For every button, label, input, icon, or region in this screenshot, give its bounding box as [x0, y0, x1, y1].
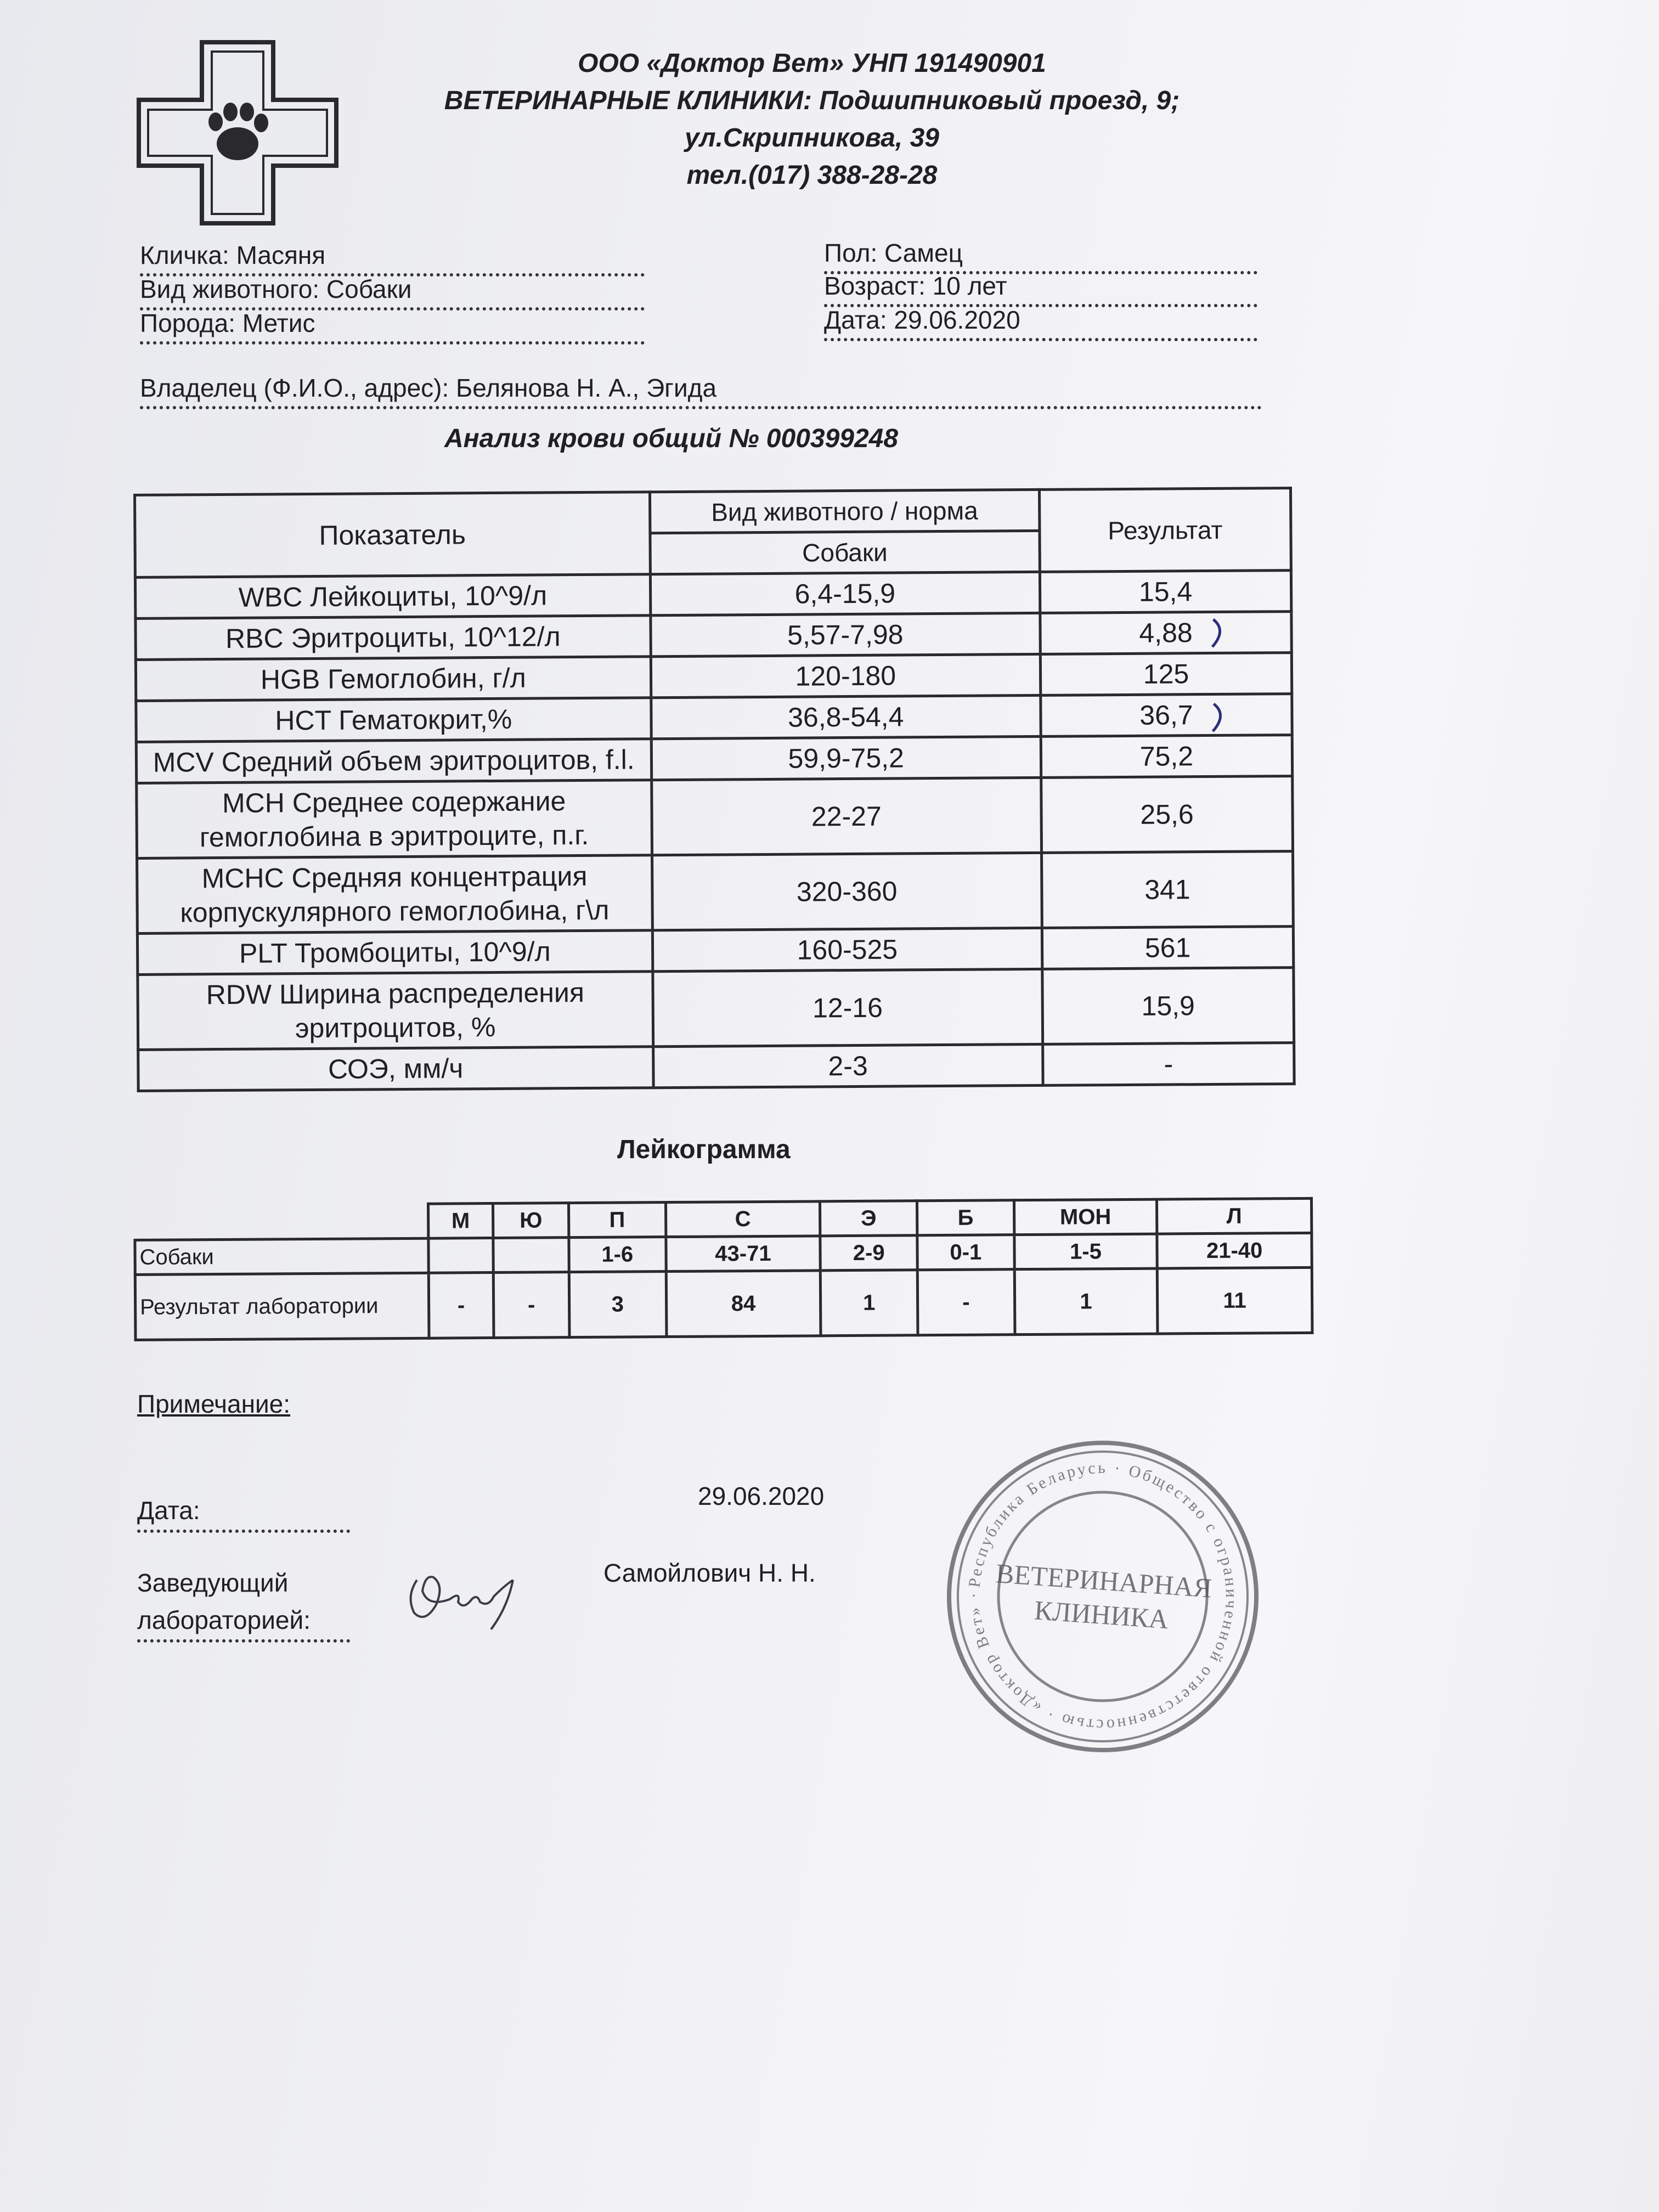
- street-line: ул.Скрипникова, 39: [685, 123, 939, 153]
- result-cell: 75,2: [1041, 735, 1292, 778]
- leukogram-col: П: [568, 1203, 665, 1238]
- table-row: [137, 927, 1293, 975]
- date-label: Дата:: [137, 1496, 350, 1533]
- result-cell: -: [494, 1272, 569, 1338]
- result-cell: -: [1043, 1043, 1294, 1086]
- norm-cell: 320-360: [652, 853, 1042, 930]
- date-value: 29.06.2020: [698, 1482, 825, 1510]
- leukogram-col: С: [665, 1201, 820, 1237]
- table-row: [137, 851, 1294, 934]
- leukogram-col: МОН: [1014, 1199, 1157, 1235]
- indicator-cell: HGB Гемоглобин, г/л: [136, 657, 651, 701]
- norm-cell: 1-5: [1014, 1234, 1158, 1269]
- table-row: [136, 694, 1292, 742]
- leukogram-col: М: [428, 1203, 493, 1238]
- indicator-cell: RBC Эритроциты, 10^12/л: [136, 616, 651, 660]
- table-header-row: [135, 488, 1291, 537]
- species-header: Собаки: [650, 531, 1040, 574]
- norm-cell: 5,57-7,98: [650, 613, 1040, 656]
- norm-cell: 59,9-75,2: [651, 736, 1041, 780]
- leukogram-col: Э: [820, 1201, 917, 1236]
- norm-cell: 2-9: [820, 1235, 917, 1271]
- empty-cell: [135, 1204, 428, 1240]
- pet-name-field: Кличка: Масяня: [140, 240, 645, 276]
- table-row: [136, 612, 1291, 660]
- result-cell: 15,9: [1042, 968, 1294, 1045]
- result-value: 36,7: [1139, 699, 1193, 731]
- indicator-cell: WBC Лейкоциты, 10^9/л: [135, 574, 650, 619]
- leukogram-result-row: [135, 1267, 1312, 1340]
- norm-cell: 12-16: [652, 969, 1042, 1046]
- leukogram-col: Л: [1157, 1198, 1312, 1234]
- norm-cell: [428, 1238, 493, 1273]
- company-line: ООО «Доктор Вет» УНП 191490901: [578, 49, 1046, 78]
- table-row: [138, 968, 1294, 1050]
- result-cell: -: [917, 1269, 1014, 1335]
- sex-field: Пол: Самец: [824, 238, 1257, 274]
- result-cell-flagged: [1041, 694, 1292, 737]
- clinic-logo: [136, 40, 339, 226]
- indicator-cell: PLT Тромбоциты, 10^9/л: [137, 930, 652, 975]
- stamp-ring-text: Республика Беларусь · Общество с ограниченной ответственностью · «Доктор Вет» ·: [964, 1458, 1241, 1735]
- leukogram-title: Лейкограмма: [617, 1135, 791, 1164]
- norm-cell: 36,8-54,4: [651, 695, 1041, 738]
- result-cell: 84: [666, 1271, 821, 1337]
- age-field: Возраст: 10 лет: [824, 271, 1257, 307]
- head-label-line-1: Заведующий: [137, 1568, 289, 1597]
- clinic-stamp: [933, 1426, 1272, 1766]
- head-label-line-2: лабораторией:: [137, 1605, 350, 1643]
- table-row: [136, 735, 1292, 783]
- phone-line: тел.(017) 388-28-28: [686, 161, 938, 190]
- clinic-header: [362, 45, 1262, 194]
- signature: [395, 1547, 538, 1635]
- norm-header: Вид животного / норма: [650, 489, 1040, 533]
- norm-cell: 160-525: [652, 928, 1042, 971]
- paw-icon: [208, 103, 268, 160]
- date-field: Дата: 29.06.2020: [824, 305, 1257, 341]
- indicator-cell: HCT Гематокрит,%: [136, 698, 651, 742]
- pen-mark-icon: [1208, 701, 1230, 734]
- table-row: [138, 1043, 1294, 1091]
- table-row: [136, 653, 1291, 701]
- result-header: Результат: [1039, 488, 1291, 572]
- norm-cell: 22-27: [651, 777, 1041, 855]
- indicator-cell: MCH Среднее содержание гемоглобина в эритроците, п.г.: [137, 780, 652, 859]
- indicator-cell: MCV Средний объем эритроцитов, f.l.: [136, 739, 651, 783]
- clinics-line: ВЕТЕРИНАРНЫЕ КЛИНИКИ: Подшипниковый проезд, 9;: [444, 86, 1180, 115]
- norm-cell: [493, 1238, 569, 1273]
- indicator-cell: RDW Ширина распределения эритроцитов, %: [138, 972, 653, 1050]
- norm-cell: 6,4-15,9: [650, 572, 1040, 615]
- result-cell: 125: [1040, 653, 1291, 696]
- table-row: [135, 571, 1291, 619]
- result-cell: 15,4: [1040, 571, 1291, 613]
- result-cell: 1: [1014, 1268, 1158, 1335]
- table-row: [137, 776, 1293, 859]
- analysis-title: Анализ крови общий № 000399248: [444, 424, 899, 453]
- stamp-center-line-1: ВЕТЕРИНАРНАЯ: [995, 1558, 1213, 1604]
- norm-cell: 1-6: [569, 1237, 666, 1272]
- result-value: 4,88: [1139, 617, 1193, 648]
- blood-test-table: [133, 487, 1296, 1092]
- head-name: Самойлович Н. Н.: [603, 1559, 816, 1587]
- result-cell-flagged: [1040, 612, 1291, 654]
- result-cell: 1: [821, 1270, 918, 1336]
- owner-field: Владелец (Ф.И.О., адрес): Белянова Н. А., Эгида: [140, 373, 1262, 409]
- norm-cell: 21-40: [1157, 1233, 1312, 1268]
- breed-field: Порода: Метис: [140, 308, 645, 345]
- leukogram-table: [133, 1197, 1313, 1341]
- result-cell: 11: [1157, 1267, 1312, 1334]
- norm-cell: 0-1: [917, 1235, 1014, 1270]
- indicator-header: Показатель: [135, 492, 650, 578]
- result-row-label: Результат лаборатории: [135, 1273, 428, 1340]
- norm-row-label: Собаки: [135, 1238, 428, 1274]
- result-cell: 561: [1042, 927, 1293, 969]
- result-cell: 341: [1041, 851, 1293, 928]
- pen-mark-icon: [1207, 617, 1229, 650]
- norm-cell: 43-71: [665, 1236, 820, 1272]
- leukogram-col: Б: [917, 1200, 1014, 1235]
- result-cell: 25,6: [1041, 776, 1293, 853]
- result-cell: -: [428, 1272, 494, 1338]
- norm-cell: 2-3: [653, 1044, 1043, 1087]
- species-field: Вид животного: Собаки: [140, 274, 645, 311]
- stamp-center-line-2: КЛИНИКА: [1033, 1594, 1170, 1635]
- note-label: Примечание:: [137, 1390, 291, 1418]
- indicator-cell: СОЭ, мм/ч: [138, 1047, 653, 1091]
- leukogram-col: Ю: [493, 1203, 569, 1238]
- indicator-cell: MCHC Средняя концентрация корпускулярного гемоглобина, г\л: [137, 855, 652, 934]
- result-cell: 3: [569, 1272, 666, 1338]
- norm-cell: 120-180: [651, 654, 1041, 697]
